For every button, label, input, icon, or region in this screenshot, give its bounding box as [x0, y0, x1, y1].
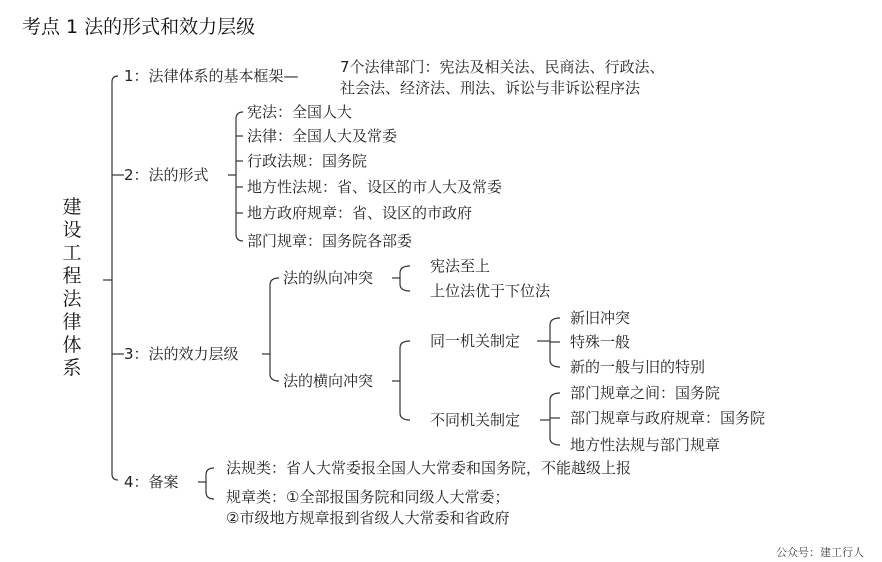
filing-item: 规章类：①全部报国务院和同级人大常委； [226, 488, 510, 506]
root-node [60, 196, 84, 380]
same-org-item: 新旧冲突 [570, 309, 631, 327]
branch-2-label: 2：法的形式 [124, 166, 209, 184]
branch-4-label: 4：备案 [124, 473, 179, 491]
form-item: 行政法规：国务院 [247, 152, 368, 170]
form-item: 部门规章：国务院各部委 [247, 232, 413, 250]
diff-org-item: 部门规章与政府规章：国务院 [570, 409, 766, 427]
form-item: 地方政府规章：省、设区的市政府 [247, 204, 473, 222]
branch-3-label: 3：法的效力层级 [124, 345, 239, 363]
branch-1-label: 1：法律体系的基本框架— [124, 67, 299, 85]
root-char: 律 [62, 311, 82, 333]
root-char: 法 [62, 288, 82, 310]
same-org-item: 特殊一般 [570, 333, 631, 351]
root-char: 工 [62, 242, 82, 264]
root-char: 体 [62, 334, 82, 356]
horizontal-conflict-label: 法的横向冲突 [283, 372, 374, 390]
form-item: 法律：全国人大及常委 [247, 127, 398, 145]
filing-item: ②市级地方规章报到省级人大常委和省政府 [226, 509, 510, 527]
diff-org-item: 部门规章之间：国务院 [570, 384, 721, 402]
page-title: 考点 1 法的形式和效力层级 [22, 16, 256, 38]
footer-credit: 公众号：建工行人 [776, 546, 864, 559]
same-org-label: 同一机关制定 [430, 332, 521, 350]
branch-1-desc-line2: 社会法、经济法、刑法、诉讼与非诉讼程序法 [340, 79, 641, 97]
same-org-item: 新的一般与旧的特别 [570, 358, 706, 376]
root-char: 系 [62, 357, 82, 379]
filing-item: 法规类：省人大常委报全国人大常委和国务院，不能越级上报 [226, 459, 632, 477]
form-item: 地方性法规：省、设区的市人大及常委 [247, 178, 503, 196]
branch-1-desc-line1: 7个法律部门：宪法及相关法、民商法、行政法、 [340, 58, 665, 76]
root-char: 建 [62, 196, 82, 218]
diff-org-label: 不同机关制定 [430, 411, 521, 429]
root-char: 设 [62, 219, 82, 241]
form-item: 宪法：全国人大 [247, 103, 353, 121]
vertical-conflict-item: 上位法优于下位法 [430, 282, 551, 300]
vertical-conflict-item: 宪法至上 [430, 257, 491, 275]
diff-org-item: 地方性法规与部门规章 [570, 436, 721, 454]
root-char: 程 [62, 265, 82, 287]
vertical-conflict-label: 法的纵向冲突 [283, 269, 374, 287]
